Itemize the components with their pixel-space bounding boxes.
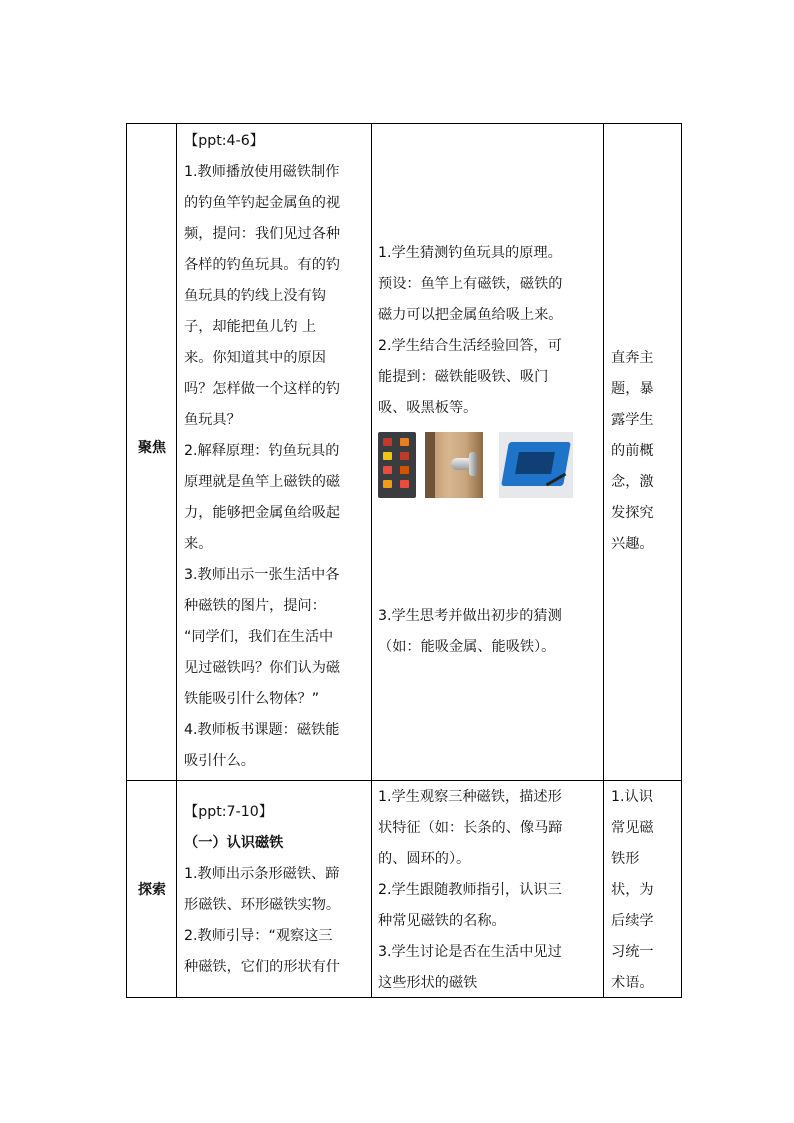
text-line: 种磁铁，它们的形状有什 [184,959,341,975]
column-divider [371,124,372,997]
text-line: 题，暴 [611,381,654,397]
text-line: 的、圆环的）。 [378,851,471,867]
magnet-examples-images [378,432,602,502]
text-line: 后续学 [611,913,654,929]
text-line: 铁形 [611,851,640,867]
text-line: 1.学生观察三种磁铁，描述形 [378,789,562,805]
row-divider [127,780,681,781]
text-line: 磁力可以把金属鱼给吸上来。 [378,307,563,323]
text-line: 术语。 [611,975,654,991]
design-intent-explore [611,782,681,999]
text-line: 1.认识 [611,789,653,805]
text-line: 的钓鱼竿钓起金属鱼的视 [184,195,341,211]
text-line: 【ppt:7-10】 [184,804,273,820]
text-line: 【ppt:4-6】 [184,133,264,149]
stage-label-focus: 聚焦 [138,440,166,456]
text-line: 种常见磁铁的名称。 [378,913,506,929]
text-line: 子，却能把鱼儿钓 上 [184,319,317,335]
text-line: 2.解释原理：钓鱼玩具的 [184,443,340,459]
text-line: 2.学生结合生活经验回答，可 [378,338,562,354]
text-line: 1.教师出示条形磁铁、蹄 [184,866,340,882]
door-stopper-image [425,432,483,498]
text-line: 2.学生跟随教师指引，认识三 [378,882,562,898]
text-line: 4.教师板书课题：磁铁能 [184,722,340,738]
text-line: 能提到：磁铁能吸铁、吸门 [378,369,549,385]
lesson-plan-table [126,123,682,998]
teacher-activity-explore [184,797,369,983]
text-line: 1.学生猜测钓鱼玩具的原理。 [378,245,562,261]
text-line: 种磁铁的图片，提问： [184,598,326,614]
text-line: 常见磁 [611,820,654,836]
column-divider [176,124,177,997]
text-line: 来。 [184,536,213,552]
text-line: 习统一 [611,944,654,960]
text-line: 吸、吸黑板等。 [378,400,478,416]
text-line: 鱼玩具的钓线上没有钩 [184,288,326,304]
text-line: 发探究 [611,505,654,521]
text-line: 吸引什么。 [184,753,255,769]
text-line: 状，为 [611,882,654,898]
text-line: 直奔主 [611,350,654,366]
text-line: 形磁铁、环形磁铁实物。 [184,897,341,913]
text-line: 1.教师播放使用磁铁制作 [184,164,340,180]
section-heading: （一）认识磁铁 [184,835,284,851]
column-divider [603,124,604,997]
text-line: 预设：鱼竿上有磁铁，磁铁的 [378,276,563,292]
text-line: 念，激 [611,474,654,490]
text-line: 2.教师引导：“观察这三 [184,928,333,944]
stage-label-explore: 探索 [138,882,166,898]
text-line: 露学生 [611,412,654,428]
student-activity-focus [378,238,602,424]
text-line: 频，提问：我们见过各种 [184,226,341,242]
text-line: 鱼玩具？ [184,412,241,428]
text-line: 见过磁铁吗？你们认为磁 [184,660,341,676]
text-line: 各样的钓鱼玩具。有的钓 [184,257,341,273]
text-line: 力，能够把金属鱼给吸起 [184,505,341,521]
text-line: 的前概 [611,443,654,459]
magnet-board-image [378,432,416,498]
text-line: 3.学生思考并做出初步的猜测 [378,608,562,624]
text-line: 状特征（如：长条的、像马蹄 [378,820,563,836]
text-line: 3.教师出示一张生活中各 [184,567,340,583]
text-line: 吗？怎样做一个这样的钓 [184,381,341,397]
text-line: 兴趣。 [611,536,654,552]
text-line: （如：能吸金属、能吸铁）。 [378,639,556,655]
text-line: 来。你知道其中的原因 [184,350,326,366]
text-line: 3.学生讨论是否在生活中见过 [378,944,562,960]
student-activity-explore [378,782,602,999]
text-line: “同学们，我们在生活中 [184,629,334,645]
text-line: 铁能吸引什么物体？” [184,691,320,707]
text-line: 原理就是鱼竿上磁铁的磁 [184,474,341,490]
magnetic-drawing-board-image [499,432,573,498]
design-intent-focus [611,343,681,560]
teacher-activity-focus [184,126,369,777]
student-activity-focus-guess [378,601,602,663]
text-line: 这些形状的磁铁 [378,975,478,991]
